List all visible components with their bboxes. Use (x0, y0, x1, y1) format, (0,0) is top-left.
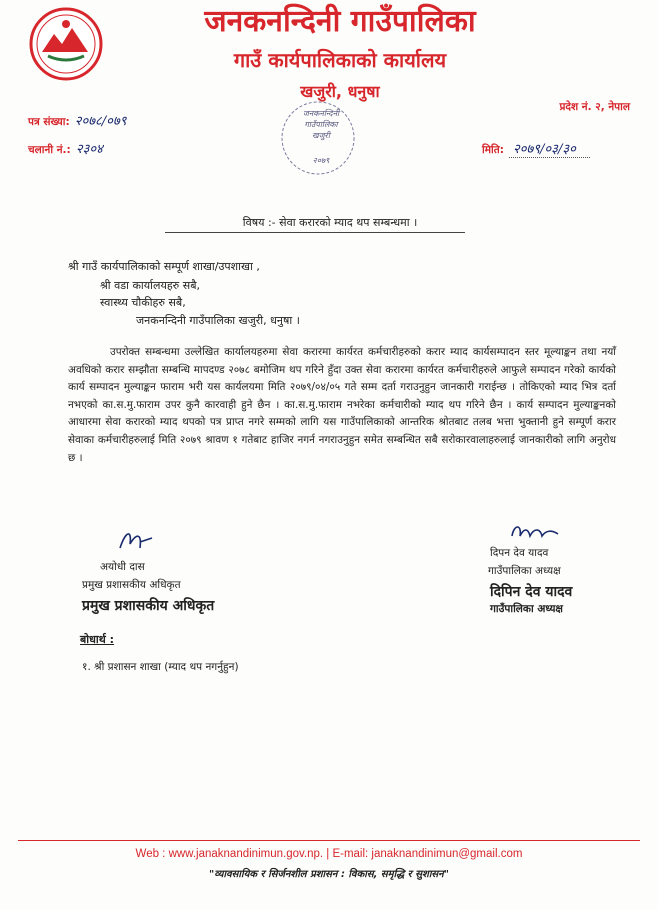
letter-subject: विषय :- सेवा करारको म्याद थप सम्बन्धमा । (242, 216, 418, 229)
patra-sankhya-label: पत्र संख्या: (28, 116, 70, 128)
stamp-line: जनकनन्दिनी (302, 109, 340, 118)
letter-date (482, 138, 632, 157)
date-value: २०७९/०३/३० (509, 142, 590, 158)
province-label: प्रदेश नं. २, नेपाल (559, 101, 630, 113)
left-signatory-stamp: प्रमुख प्रशासकीय अधिकृत (82, 598, 215, 614)
patra-sankhya (28, 110, 126, 129)
subject-underline (165, 232, 465, 233)
cc-label: बोधार्थ : (80, 633, 115, 646)
date-label: मिति: (482, 144, 504, 156)
footer-divider (18, 840, 640, 841)
right-signatory-name: दिपन देव यादव (490, 547, 549, 559)
recipient-line: स्वास्थ्य चौकीहरु सबै, (100, 296, 186, 309)
left-signature-icon (116, 528, 156, 554)
cc-item: १. श्री प्रशासन शाखा (म्याद थप नगर्नुहुन) (82, 661, 239, 673)
right-signatory-stamp-name: दिपिन देव यादव (490, 584, 573, 600)
received-stamp (278, 98, 362, 184)
office-location: खजुरी, धनुषा (300, 82, 380, 101)
right-signatory-stamp-title: गाउँपालिका अध्यक्ष (490, 603, 563, 615)
right-signature-icon (508, 520, 568, 544)
stamp-line: गाउँपालिका (304, 120, 338, 129)
chalani-value: २३०४ (75, 142, 103, 157)
left-signatory-name: अयोधी दास (100, 561, 145, 573)
stamp-line: २०७९ (312, 156, 330, 165)
recipient-line: जनकनन्दिनी गाउँपालिका खजुरी, धनुषा । (136, 314, 300, 327)
footer-motto: "व्यावसायिक र सिर्जनशील प्रशासन : विकास, समृद्धि र सुशासन" (209, 869, 449, 880)
stamp-line: खजुरी (312, 131, 330, 140)
office-subtitle: गाउँ कार्यपालिकाको कार्यालय (233, 48, 447, 72)
chalani-number (28, 138, 103, 157)
patra-sankhya-value: २०७८/०७९ (74, 114, 127, 129)
footer-contact: Web : www.janaknandinimun.gov.np. | E-mail: janaknandinimun@gmail.com (135, 848, 523, 860)
right-signatory-title: गाउँपालिका अध्यक्ष (488, 565, 561, 577)
left-signatory-title: प्रमुख प्रशासकीय अधिकृत (82, 579, 181, 591)
recipient-line: श्री गाउँ कार्यपालिकाको सम्पूर्ण शाखा/उपशाखा , (68, 260, 260, 273)
recipient-line: श्री वडा कार्यालयहरु सबै, (100, 279, 200, 292)
letter-body: उपरोक्त सम्बन्धमा उल्लेखित कार्यालयहरुमा सेवा करारमा कार्यरत कर्मचारीहरुको करार म्याद कार्यसम्पादन स्तर मूल्याङ्कन तथा नयाँ अवधिको करार सम्झौता सम्बन्धि मापदण्ड २०७८ बमोजिम थप गरिने हुँदा उक्त सेवा करारमा कार्यरत कर्मचारीहरुले आफुले सम्पादन गरेको कार्यको कार्य सम्पादन मुल्याङ्कन फाराम भरी यस कार्यलयमा मिति २०७९/०४/०५ गते सम्म दर्ता गराउनुहुन जानकारी गराईन्छ । तोकिएको म्याद भित्र दर्ता नभएको का.स.मु.फाराम उपर कुनै कारवाही हुने छैन । का.स.मु.फाराम नभरेका कर्मचारीको म्याद थप गरिने छैन । कार्य सम्पादन मुल्याङ्कनको आधारमा सेवा करारको म्याद थपको पत्र प्राप्त नगरे सम्मको लागि यस गाउँपालिकाको आन्तरिक श्रोतबाट तलब भत्ता भुक्तानी हुने सम्पूर्ण करार सेवाका कर्मचारीहरुलाई मिति २०७९ श्रावण १ गतेबाट हाजिर नगर्न नगराउनुहुन समेत सम्बन्धित सबै सरोकारवालाहरुलाई जानकारीको लागि अनुरोध छ । (68, 346, 616, 464)
municipality-title: जनकनन्दिनी गाउँपालिका (204, 4, 476, 39)
chalani-label: चलानी नं.: (28, 144, 71, 156)
nepal-emblem-icon (28, 6, 104, 82)
